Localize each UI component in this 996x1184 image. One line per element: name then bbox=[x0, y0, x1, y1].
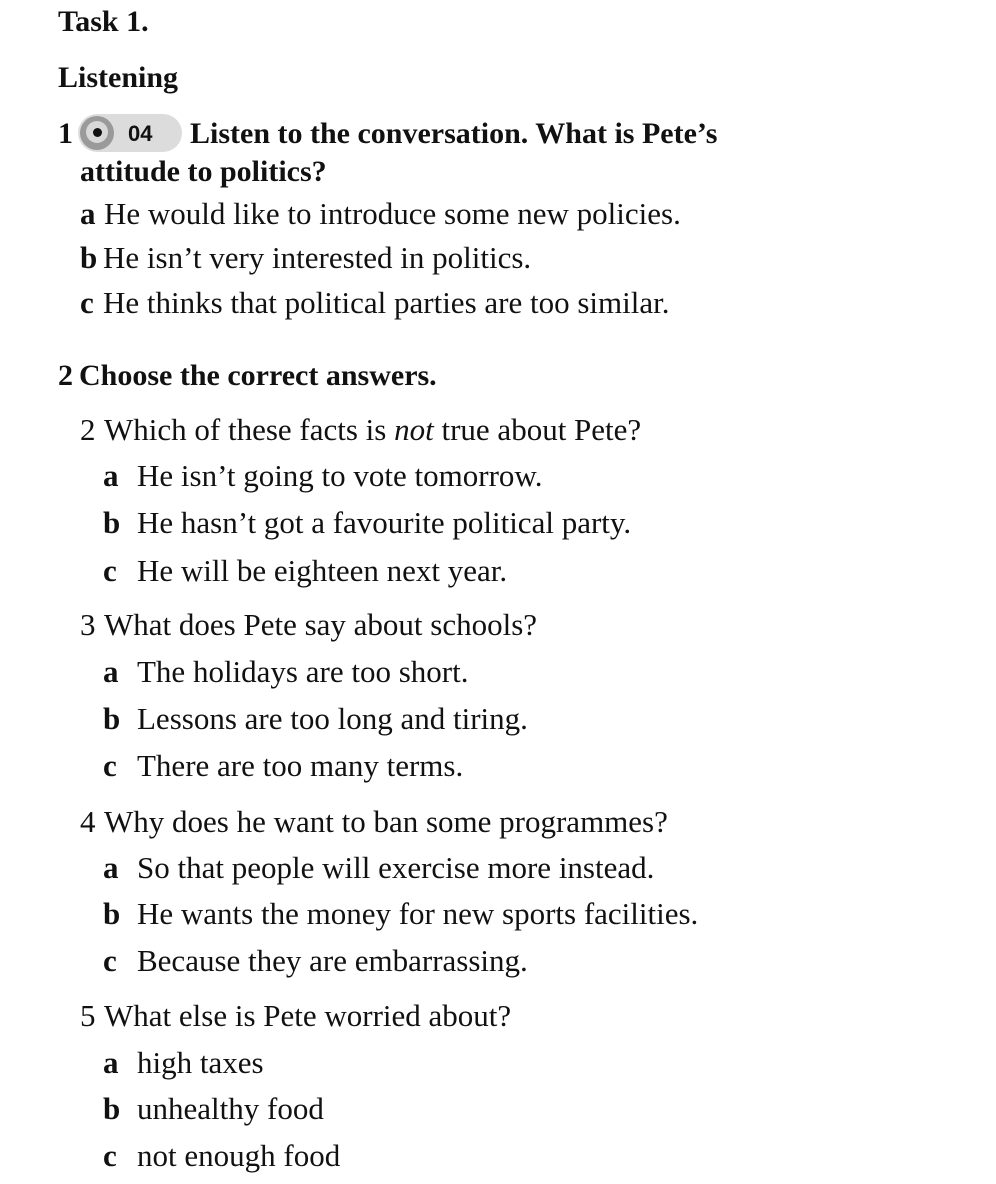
exercise-1-instruction-line1: Listen to the conversation. What is Pete’s bbox=[190, 117, 718, 150]
option-letter: a bbox=[103, 458, 119, 493]
question-number: 4 bbox=[80, 804, 96, 839]
section-title: Listening bbox=[58, 61, 179, 94]
option-letter: a bbox=[103, 850, 119, 885]
option-text: He hasn’t got a favourite political party. bbox=[137, 505, 632, 540]
question-4-option-c bbox=[103, 943, 528, 979]
question-5 bbox=[80, 998, 511, 1034]
option-text: Because they are embarrassing. bbox=[137, 943, 528, 978]
task-title: Task 1. bbox=[58, 5, 149, 38]
question-2 bbox=[80, 412, 641, 448]
exercise-1-option-a bbox=[80, 196, 681, 232]
question-3-option-a bbox=[103, 654, 468, 690]
question-text-after: true about Pete? bbox=[433, 412, 642, 447]
option-letter: a bbox=[103, 1045, 119, 1080]
option-text: He isn’t very interested in politics. bbox=[103, 240, 532, 275]
option-letter: c bbox=[103, 1138, 117, 1173]
option-text: The holidays are too short. bbox=[137, 654, 469, 689]
option-text: He wants the money for new sports facilities. bbox=[137, 896, 699, 931]
option-text: unhealthy food bbox=[137, 1091, 324, 1126]
question-text-before: Which of these facts is bbox=[104, 412, 395, 447]
question-emphasis: not bbox=[394, 412, 434, 447]
question-3-option-b bbox=[103, 701, 528, 737]
option-letter: c bbox=[103, 943, 117, 978]
exercise-2-instruction: Choose the correct answers. bbox=[79, 359, 437, 392]
option-letter: c bbox=[80, 285, 94, 320]
question-number: 2 bbox=[80, 412, 96, 447]
option-text: He would like to introduce some new policies. bbox=[104, 196, 681, 231]
option-text: high taxes bbox=[137, 1045, 264, 1080]
question-number: 5 bbox=[80, 998, 96, 1033]
exercise-2-number: 2 bbox=[58, 359, 73, 392]
option-letter: a bbox=[103, 654, 119, 689]
question-4 bbox=[80, 804, 668, 840]
exercise-1-option-b bbox=[80, 240, 531, 276]
exercise-1-number: 1 bbox=[58, 117, 73, 150]
option-text: not enough food bbox=[137, 1138, 341, 1173]
option-letter: b bbox=[80, 240, 98, 275]
cd-icon bbox=[80, 116, 114, 150]
question-5-option-a bbox=[103, 1045, 264, 1081]
exercise-1-instruction-line2: attitude to politics? bbox=[80, 155, 327, 188]
option-letter: c bbox=[103, 748, 117, 783]
question-3 bbox=[80, 607, 537, 643]
audio-track-number: 04 bbox=[128, 121, 153, 146]
option-letter: b bbox=[103, 505, 121, 540]
exercise-1-option-c bbox=[80, 285, 669, 321]
option-text: So that people will exercise more instead. bbox=[137, 850, 655, 885]
audio-track-badge bbox=[78, 114, 182, 152]
question-2-option-c bbox=[103, 553, 507, 589]
question-2-option-a bbox=[103, 458, 543, 494]
question-5-option-c bbox=[103, 1138, 340, 1174]
option-text: He thinks that political parties are too similar. bbox=[103, 285, 670, 320]
question-5-option-b bbox=[103, 1091, 324, 1127]
question-text: What does Pete say about schools? bbox=[104, 607, 538, 642]
option-letter: b bbox=[103, 701, 121, 736]
option-letter: c bbox=[103, 553, 117, 588]
question-text: Why does he want to ban some programmes? bbox=[104, 804, 668, 839]
question-3-option-c bbox=[103, 748, 463, 784]
option-letter: b bbox=[103, 1091, 121, 1126]
option-text: He will be eighteen next year. bbox=[137, 553, 508, 588]
option-text: There are too many terms. bbox=[137, 748, 464, 783]
option-text: Lessons are too long and tiring. bbox=[137, 701, 528, 736]
question-text: What else is Pete worried about? bbox=[104, 998, 512, 1033]
question-4-option-b bbox=[103, 896, 698, 932]
question-2-option-b bbox=[103, 505, 631, 541]
question-4-option-a bbox=[103, 850, 654, 886]
option-letter: b bbox=[103, 896, 121, 931]
question-number: 3 bbox=[80, 607, 96, 642]
option-text: He isn’t going to vote tomorrow. bbox=[137, 458, 543, 493]
option-letter: a bbox=[80, 196, 96, 231]
exercise-2-heading bbox=[58, 358, 437, 394]
